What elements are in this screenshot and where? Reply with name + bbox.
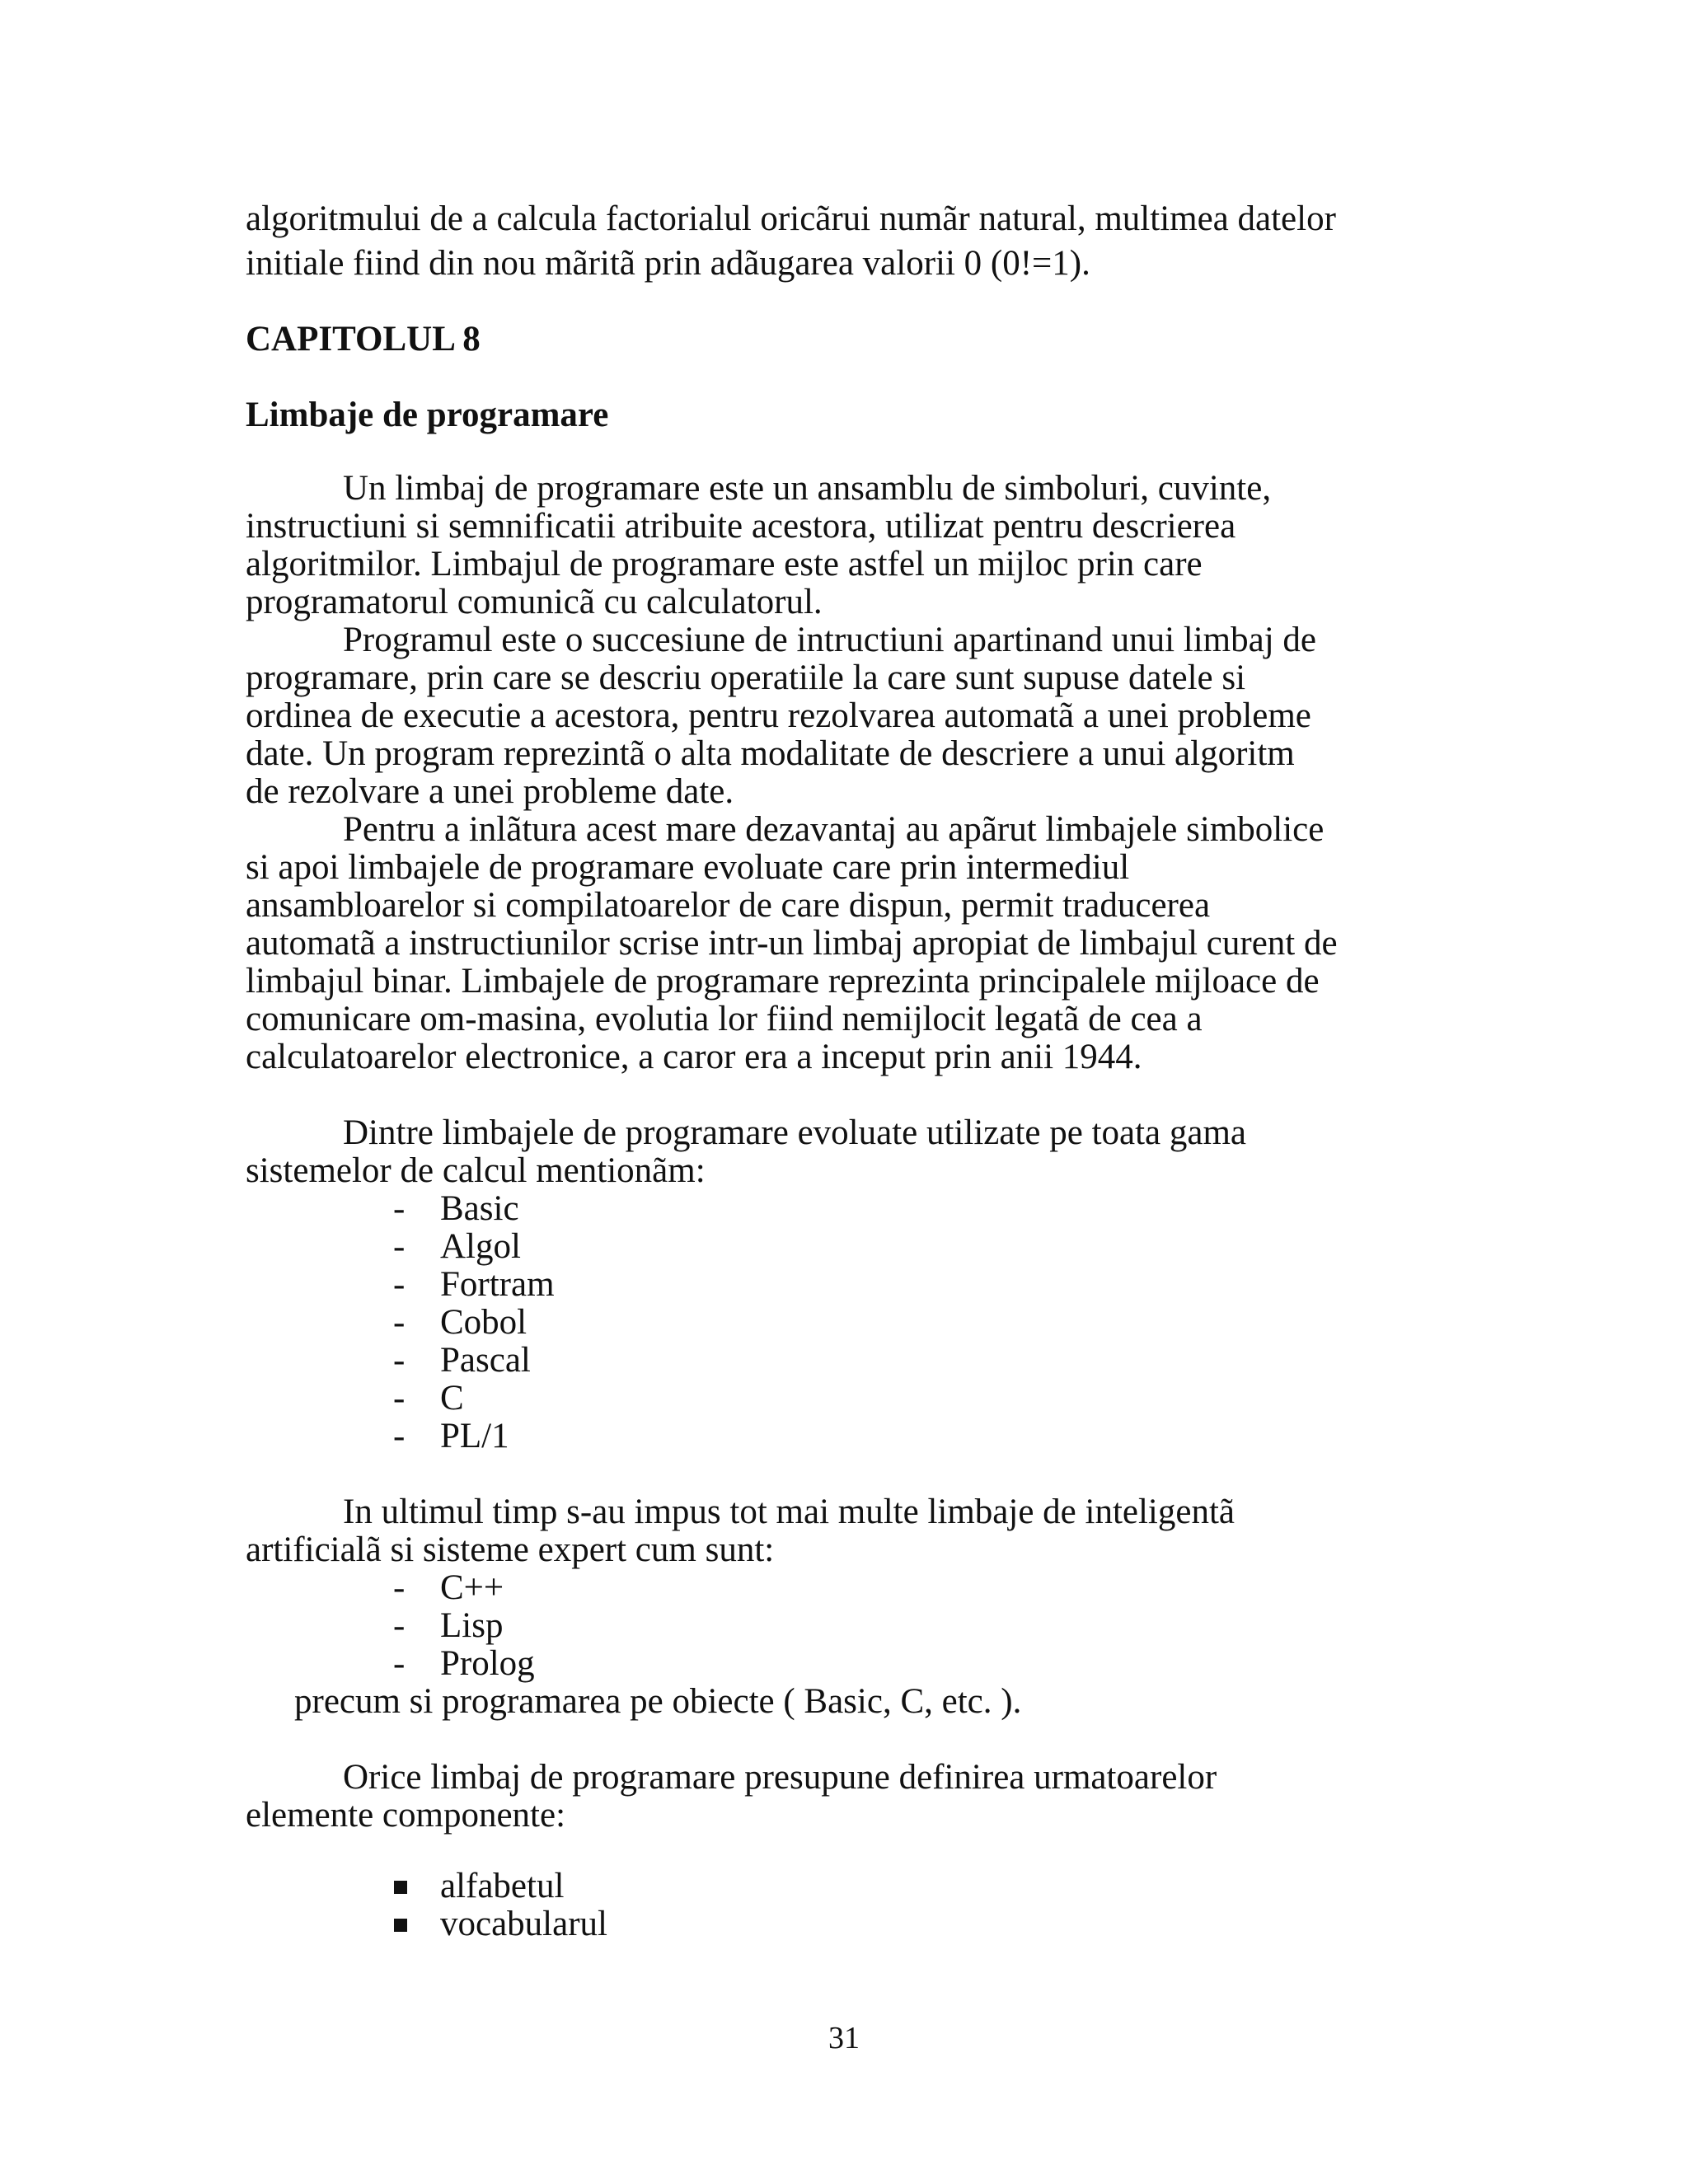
list-dash: - bbox=[393, 1644, 406, 1683]
paragraph-line: Dintre limbajele de programare evoluate utilizate pe toata gama bbox=[343, 1113, 1246, 1152]
paragraph-line: Pentru a inlãtura acest mare dezavantaj au apãrut limbajele simbolice bbox=[343, 810, 1325, 849]
square-bullet-icon bbox=[394, 1881, 407, 1894]
paragraph-line: ansambloarelor si compilatoarelor de care dispun, permit traducerea bbox=[246, 886, 1211, 925]
chapter-title: CAPITOLUL 8 bbox=[246, 320, 481, 359]
paragraph-line: comunicare om-masina, evolutia lor fiind nemijlocit legatã de cea a bbox=[246, 1000, 1203, 1038]
list-dash: - bbox=[393, 1265, 406, 1304]
paragraph-line: programare, prin care se descriu operatiile la care sunt supuse datele si bbox=[246, 658, 1246, 697]
list-dash: - bbox=[393, 1303, 406, 1342]
paragraph-line: calculatoarelor electronice, a caror era a inceput prin anii 1944. bbox=[246, 1038, 1142, 1076]
opening-paragraph-line: initiale fiind din nou mãritã prin adãugarea valorii 0 (0!=1). bbox=[246, 244, 1090, 283]
paragraph-line: Orice limbaj de programare presupune definirea urmatoarelor bbox=[343, 1758, 1217, 1797]
list-item: Cobol bbox=[440, 1303, 528, 1342]
list-item: C bbox=[440, 1379, 464, 1418]
list-item: Prolog bbox=[440, 1644, 535, 1683]
paragraph-line: In ultimul timp s-au impus tot mai multe limbaje de inteligentã bbox=[343, 1493, 1235, 1531]
list-dash: - bbox=[393, 1189, 406, 1228]
list-dash: - bbox=[393, 1417, 406, 1455]
list-tail-text: precum si programarea pe obiecte ( Basic, C, etc. ). bbox=[294, 1682, 1022, 1721]
paragraph-line: elemente componente: bbox=[246, 1796, 566, 1835]
list-item: Pascal bbox=[440, 1341, 531, 1380]
paragraph-line: instructiuni si semnificatii atribuite acestora, utilizat pentru descrierea bbox=[246, 507, 1236, 546]
list-item: Lisp bbox=[440, 1606, 504, 1645]
list-dash: - bbox=[393, 1606, 406, 1645]
list-dash: - bbox=[393, 1379, 406, 1418]
paragraph-line: date. Un program reprezintã o alta modalitate de descriere a unui algoritm bbox=[246, 734, 1295, 773]
paragraph-line: Un limbaj de programare este un ansamblu de simboluri, cuvinte, bbox=[343, 469, 1272, 508]
paragraph-line: programatorul comunicã cu calculatorul. bbox=[246, 583, 823, 621]
list-item: Fortram bbox=[440, 1265, 555, 1304]
paragraph-line: de rezolvare a unei probleme date. bbox=[246, 772, 734, 811]
list-item: PL/1 bbox=[440, 1417, 509, 1455]
paragraph-line: si apoi limbajele de programare evoluate care prin intermediul bbox=[246, 848, 1130, 887]
list-item: alfabetul bbox=[440, 1867, 565, 1905]
list-item: vocabularul bbox=[440, 1905, 607, 1943]
paragraph-line: limbajul binar. Limbajele de programare reprezinta principalele mijloace de bbox=[246, 962, 1320, 1001]
list-item: Algol bbox=[440, 1227, 521, 1266]
page-number: 31 bbox=[828, 2021, 860, 2055]
section-title: Limbaje de programare bbox=[246, 396, 609, 434]
paragraph-line: sistemelor de calcul mentionãm: bbox=[246, 1151, 706, 1190]
list-dash: - bbox=[393, 1568, 406, 1607]
list-dash: - bbox=[393, 1341, 406, 1380]
paragraph-line: ordinea de executie a acestora, pentru rezolvarea automatã a unei probleme bbox=[246, 696, 1311, 735]
opening-paragraph-line: algoritmului de a calcula factorialul oricãrui numãr natural, multimea datelor bbox=[246, 199, 1336, 238]
list-item: Basic bbox=[440, 1189, 519, 1228]
list-dash: - bbox=[393, 1227, 406, 1266]
paragraph-line: Programul este o succesiune de intructiuni apartinand unui limbaj de bbox=[343, 621, 1316, 659]
paragraph-line: automatã a instructiunilor scrise intr-un limbaj apropiat de limbajul curent de bbox=[246, 924, 1338, 963]
square-bullet-icon bbox=[394, 1919, 407, 1932]
paragraph-line: artificialã si sisteme expert cum sunt: bbox=[246, 1530, 775, 1569]
list-item: C++ bbox=[440, 1568, 504, 1607]
paragraph-line: algoritmilor. Limbajul de programare este astfel un mijloc prin care bbox=[246, 545, 1203, 583]
